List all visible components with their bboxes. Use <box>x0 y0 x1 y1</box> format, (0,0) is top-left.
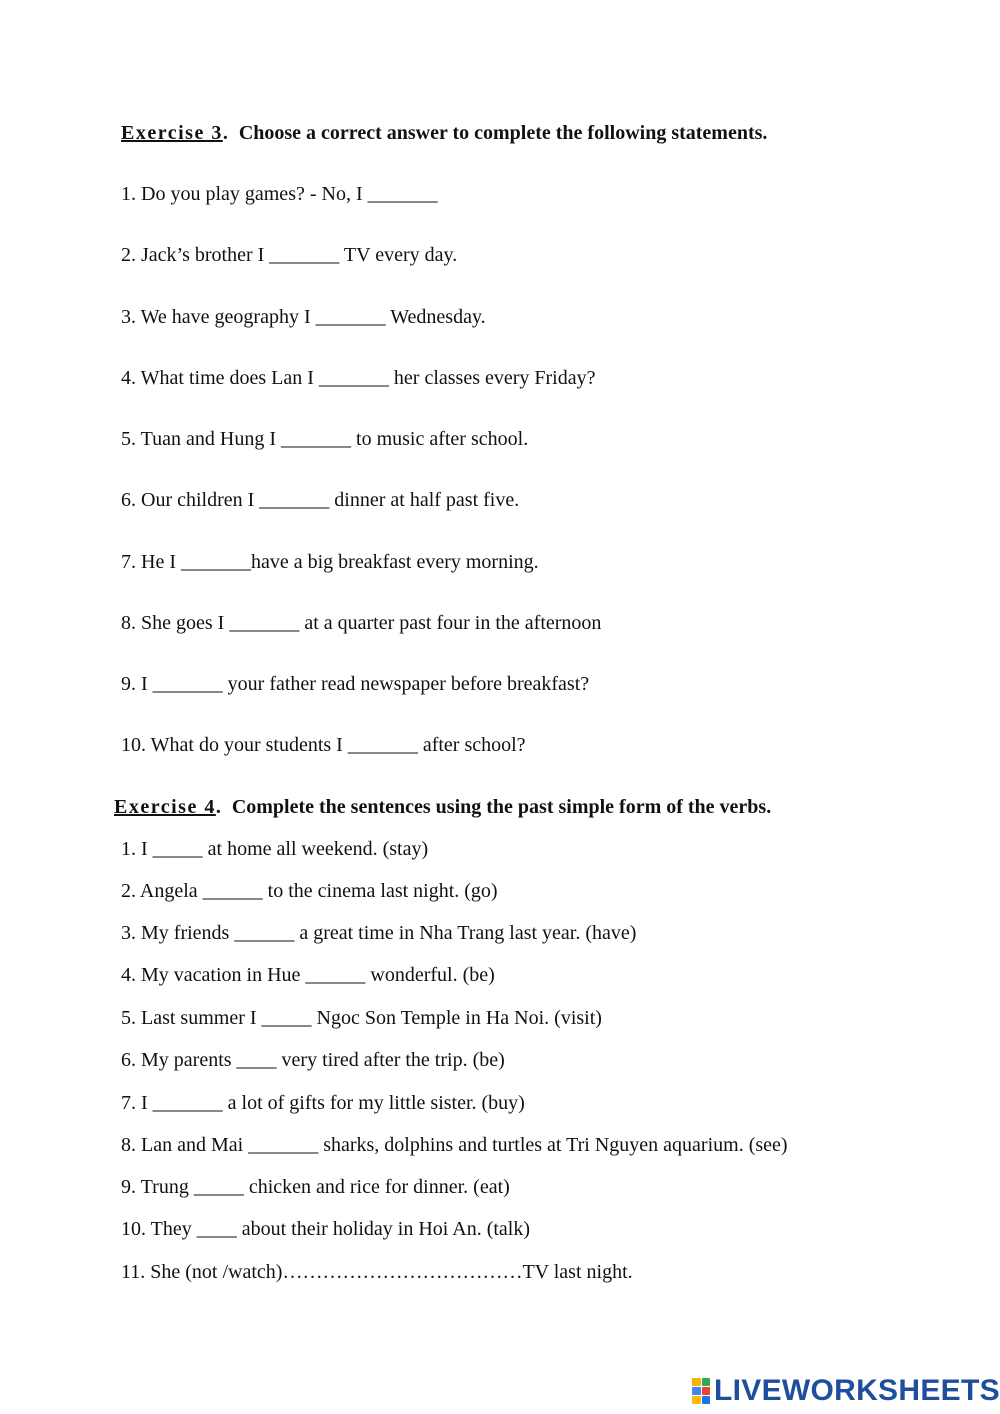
exercise-3-item: 10. What do your students I _______ after school? <box>121 734 526 756</box>
exercise-3-item: 6. Our children I _______ dinner at half past five. <box>121 489 520 511</box>
exercise-3-instruction: Choose a correct answer to complete the following statements. <box>238 122 768 144</box>
exercise-4-heading: Exercise 4. Complete the sentences using the past simple form of the verbs. <box>114 796 772 818</box>
exercise-4-label: Exercise 4 <box>114 796 216 818</box>
exercise-3-item: 3. We have geography I _______ Wednesday. <box>121 306 486 328</box>
exercise-4-item: 3. My friends ______ a great time in Nha Trang last year. (have) <box>121 922 637 944</box>
exercise-3-item: 1. Do you play games? - No, I _______ <box>121 183 438 205</box>
exercise-4-item: 9. Trung _____ chicken and rice for dinner. (eat) <box>121 1176 510 1198</box>
exercise-4-item: 6. My parents ____ very tired after the trip. (be) <box>121 1049 505 1071</box>
exercise-4-item: 7. I _______ a lot of gifts for my little sister. (buy) <box>121 1092 525 1114</box>
exercise-3-label: Exercise 3 <box>121 122 223 144</box>
exercise-4-item: 5. Last summer I _____ Ngoc Son Temple in Ha Noi. (visit) <box>121 1007 602 1029</box>
exercise-3-item: 8. She goes I _______ at a quarter past four in the afternoon <box>121 612 602 634</box>
exercise-3-heading: Exercise 3. Choose a correct answer to complete the following statements. <box>121 122 768 144</box>
exercise-3-item: 2. Jack’s brother I _______ TV every day. <box>121 244 458 266</box>
exercise-3-item: 4. What time does Lan I _______ her classes every Friday? <box>121 367 596 389</box>
exercise-4-instruction: Complete the sentences using the past simple form of the verbs. <box>231 796 772 818</box>
exercise-3-item: 9. I _______ your father read newspaper before breakfast? <box>121 673 590 695</box>
exercise-4-item: 1. I _____ at home all weekend. (stay) <box>121 838 429 860</box>
exercise-4-item: 2. Angela ______ to the cinema last night. (go) <box>121 880 498 902</box>
exercise-4-item: 11. She (not /watch)………………………………TV last night. <box>121 1261 633 1283</box>
liveworksheets-logo <box>692 1374 1000 1408</box>
exercise-3-item: 7. He I _______have a big breakfast every morning. <box>121 551 539 573</box>
exercise-4-item: 8. Lan and Mai _______ sharks, dolphins and turtles at Tri Nguyen aquarium. (see) <box>121 1134 788 1156</box>
liveworksheets-logo-icon <box>692 1378 710 1404</box>
exercise-3-item: 5. Tuan and Hung I _______ to music after school. <box>121 428 529 450</box>
logo-wordmark: LIVEWORKSHEETS <box>714 1374 1000 1407</box>
exercise-4-item: 4. My vacation in Hue ______ wonderful. (be) <box>121 964 495 986</box>
exercise-4-item: 10. They ____ about their holiday in Hoi An. (talk) <box>121 1218 531 1240</box>
